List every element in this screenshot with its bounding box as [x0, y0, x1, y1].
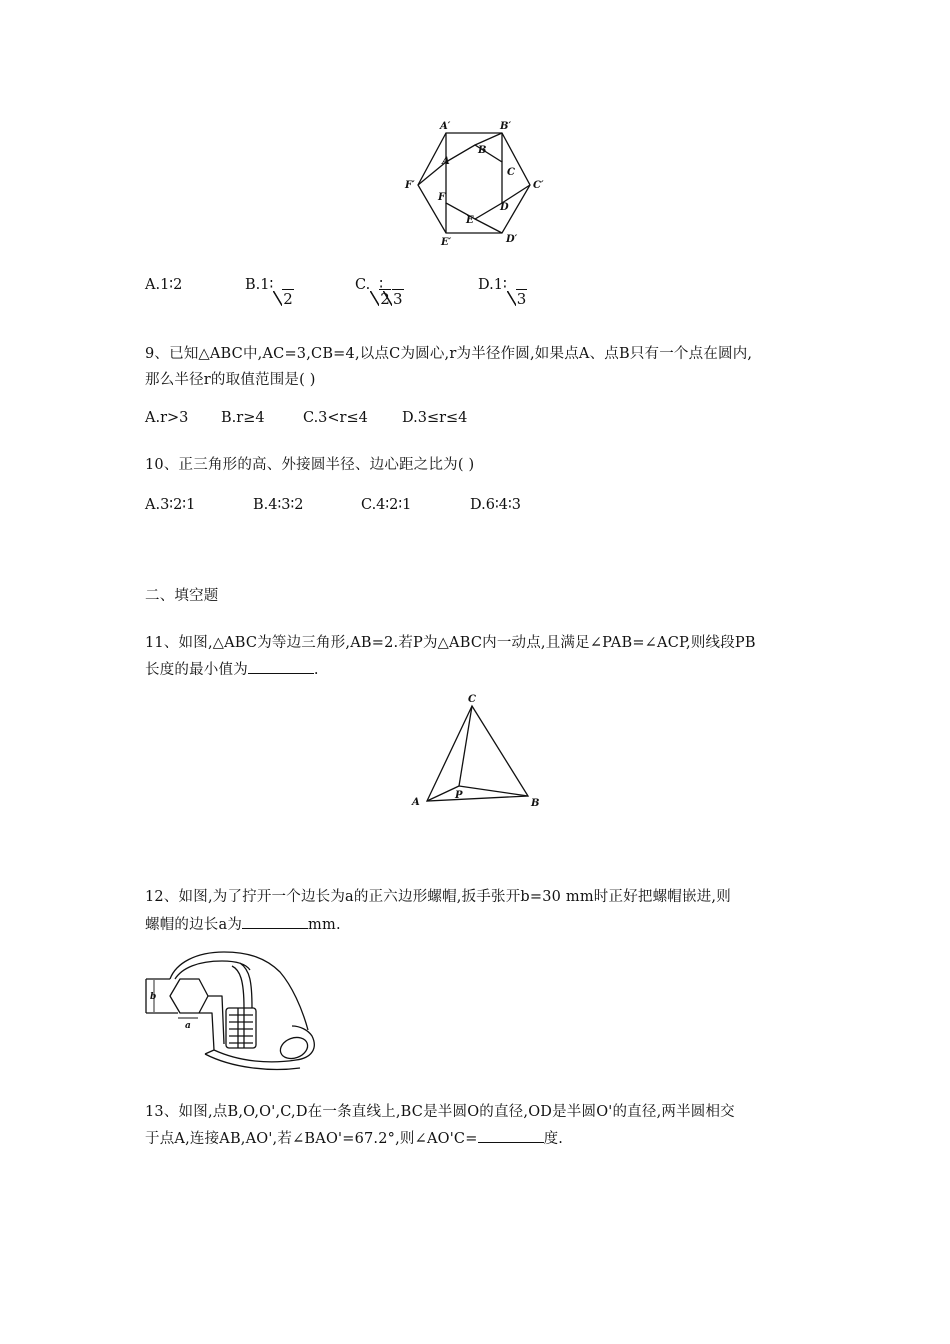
label-d-prime: D′ — [506, 234, 518, 245]
q12-text-line2: 螺帽的边长a为 mm. — [145, 917, 341, 933]
q11-answer-blank[interactable] — [248, 660, 314, 674]
q9-option-b[interactable]: B.r≥4 — [221, 410, 265, 426]
label-a: A — [412, 797, 420, 808]
q10-option-b[interactable]: B.4∶3∶2 — [253, 497, 304, 513]
q10-text: 10、正三角形的高、外接圆半径、边心距之比为( ) — [145, 457, 475, 473]
label-a: a — [185, 1021, 191, 1031]
q13-text-line1: 13、如图,点B,O,O',C,D在一条直线上,BC是半圆O的直径,OD是半圆O'的直径,两半圆相交 — [145, 1104, 735, 1120]
label-f-prime: F′ — [405, 180, 415, 191]
q9-text-line2: 那么半径r的取值范围是( ) — [145, 372, 316, 388]
q10-option-d[interactable]: D.6∶4∶3 — [470, 497, 521, 513]
label-b: b — [150, 992, 157, 1002]
q12-answer-blank[interactable] — [242, 915, 308, 929]
q11-text-line1: 11、如图,△ABC为等边三角形,AB=2.若P为△ABC内一动点,且满足∠PAB=∠ACP,则线段PB — [145, 635, 756, 651]
label-f: F — [438, 192, 446, 203]
q9-option-c[interactable]: C.3<r≤4 — [303, 410, 368, 426]
q9-text-line1: 9、已知△ABC中,AC=3,CB=4,以点C为圆心,r为半径作圆,如果点A、点B只有一个点在圆内, — [145, 346, 753, 362]
label-c: C — [468, 694, 476, 705]
label-b-prime: B′ — [500, 121, 512, 132]
section-title: 二、填空题 — [145, 588, 219, 604]
q8-option-c[interactable]: C. 2 ∶ 3 — [355, 277, 403, 308]
triangle-figure — [405, 690, 545, 810]
q10-option-a[interactable]: A.3∶2∶1 — [145, 497, 196, 513]
label-a-prime: A′ — [440, 121, 451, 132]
label-b: B — [478, 145, 487, 156]
q9-option-a[interactable]: A.r>3 — [145, 410, 189, 426]
q12-text-line1: 12、如图,为了拧开一个边长为a的正六边形螺帽,扳手张开b=30 mm时正好把螺帽嵌进,则 — [145, 889, 731, 905]
label-a: A — [442, 156, 450, 167]
q8-option-a[interactable]: A.1∶2 — [145, 277, 183, 293]
q10-option-c[interactable]: C.4∶2∶1 — [361, 497, 412, 513]
label-e: E — [466, 215, 474, 226]
label-c: C — [507, 167, 515, 178]
q11-text-line2: 长度的最小值为 . — [145, 662, 319, 678]
label-b: B — [531, 798, 540, 809]
q9-option-d[interactable]: D.3≤r≤4 — [402, 410, 468, 426]
q8-option-b[interactable]: B.1∶ 2 — [245, 277, 293, 308]
label-c-prime: C′ — [533, 180, 544, 191]
wrench-figure — [140, 948, 320, 1073]
label-e-prime: E′ — [441, 237, 452, 248]
hexagon-figure — [400, 118, 560, 248]
label-p: P — [455, 790, 463, 801]
q8-option-d[interactable]: D.1∶ 3 — [478, 277, 527, 308]
q13-answer-blank[interactable] — [478, 1129, 544, 1143]
q13-text-line2: 于点A,连接AB,AO',若∠BAO'=67.2°,则∠AO'C= 度. — [145, 1131, 564, 1147]
label-d: D — [500, 202, 509, 213]
